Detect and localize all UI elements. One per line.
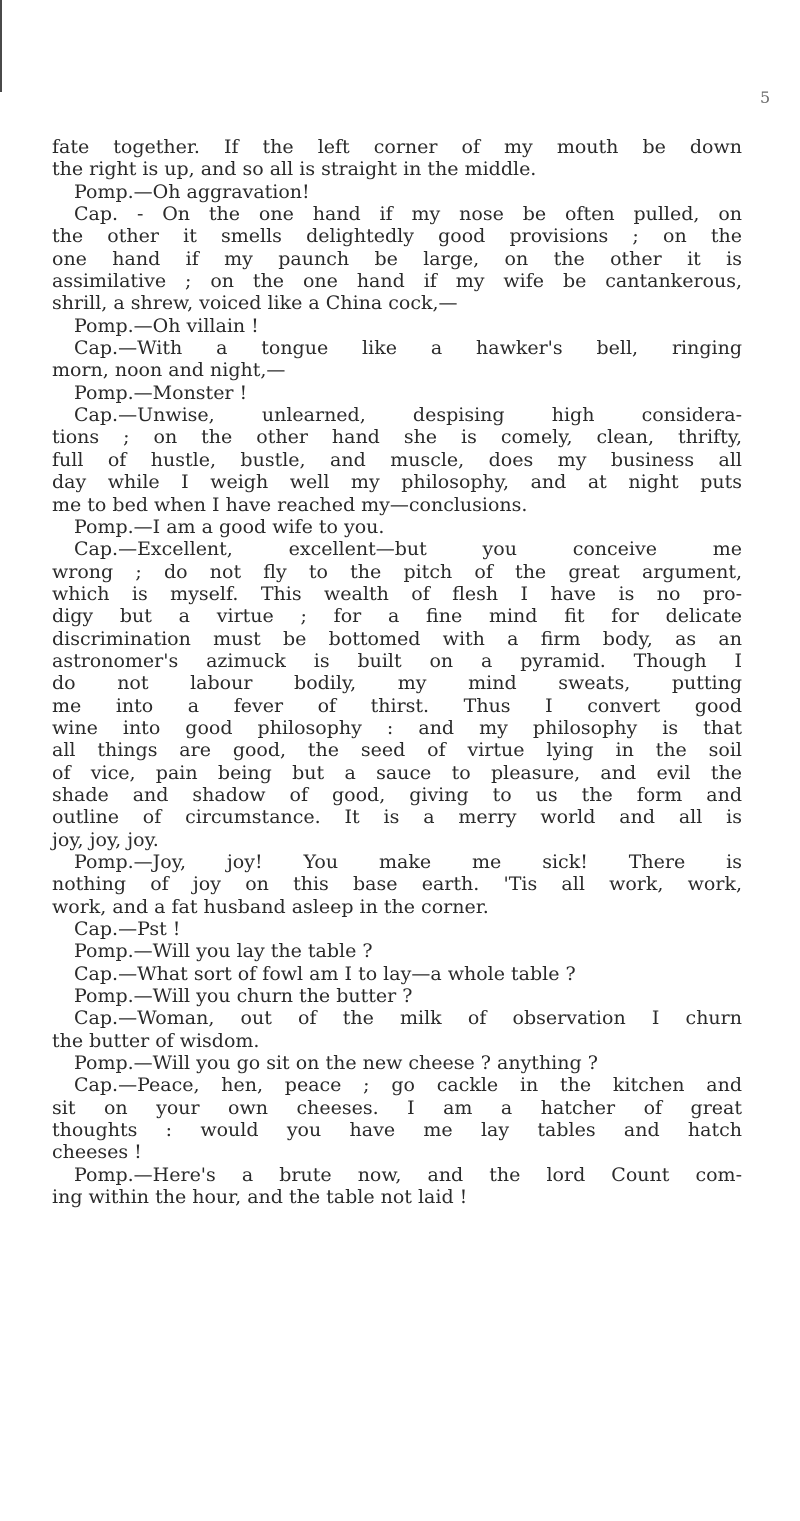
text-line: the other it smells delightedly good provisions ; on the: [52, 225, 742, 248]
text-line: assimilative ; on the one hand if my wife be cantankerous,: [52, 270, 742, 293]
text-line: Pomp.—Will you go sit on the new cheese ? anything ?: [74, 1052, 598, 1075]
text-line: ing within the hour, and the table not laid !: [52, 1186, 468, 1209]
text-line: full of hustle, bustle, and muscle, does my business all: [52, 448, 742, 471]
text-line: wine into good philosophy : and my philosophy is that: [52, 716, 742, 739]
text-line: all things are good, the seed of virtue lying in the soil: [52, 739, 742, 762]
text-line: Cap.—Peace, hen, peace ; go cackle in the kitchen and: [74, 1074, 742, 1097]
text-line: Cap.—Excellent, excellent—but you conceive me: [74, 538, 742, 561]
text-line: joy, joy, joy.: [52, 828, 159, 851]
text-line: Pomp.—Oh aggravation!: [74, 180, 310, 203]
text-line: shrill, a shrew, voiced like a China cock,—: [52, 292, 458, 315]
text-line: which is myself. This wealth of flesh I have is no pro-: [52, 582, 742, 605]
text-line: discrimination must be bottomed with a firm body, as an: [52, 627, 742, 650]
text-line: wrong ; do not fly to the pitch of the great argument,: [52, 560, 742, 583]
text-line: Cap.—With a tongue like a hawker's bell, ringing: [74, 337, 742, 360]
text-line: Pomp.—I am a good wife to you.: [74, 515, 385, 538]
text-line: shade and shadow of good, giving to us the form and: [52, 783, 742, 806]
text-line: sit on your own cheeses. I am a hatcher of great: [52, 1096, 742, 1119]
page-number: 5: [760, 88, 771, 107]
text-line: Pomp.—Will you lay the table ?: [74, 940, 373, 963]
text-line: Pomp.—Here's a brute now, and the lord Count com-: [74, 1163, 742, 1186]
text-line: Pomp.—Will you churn the butter ?: [74, 985, 413, 1008]
text-line: me into a fever of thirst. Thus I convert good: [52, 694, 742, 717]
text-line: Pomp.—Monster !: [74, 381, 248, 404]
text-line: digy but a virtue ; for a fine mind fit for delicate: [52, 605, 742, 628]
text-line: nothing of joy on this base earth. 'Tis all work, work,: [52, 873, 742, 896]
text-line: thoughts : would you have me lay tables and hatch: [52, 1119, 742, 1142]
text-line: one hand if my paunch be large, on the other it is: [52, 247, 742, 270]
text-line: me to bed when I have reached my—conclusions.: [52, 493, 528, 516]
text-line: Pomp.—Joy, joy! You make me sick! There is: [74, 851, 742, 873]
dialogue-text: [52, 136, 742, 1209]
text-line: the right is up, and so all is straight in the middle.: [52, 158, 537, 181]
text-line: Cap.—Woman, out of the milk of observation I churn: [74, 1007, 742, 1030]
text-line: Cap. - On the one hand if my nose be often pulled, on: [74, 203, 742, 226]
text-line: the butter of wisdom.: [52, 1029, 260, 1052]
text-line: Cap.—What sort of fowl am I to lay—a whole table ?: [74, 962, 576, 985]
text-line: do not labour bodily, my mind sweats, putting: [52, 672, 742, 695]
text-line: work, and a fat husband asleep in the corner.: [52, 895, 489, 918]
text-line: astronomer's azimuck is built on a pyramid. Though I: [52, 649, 742, 672]
text-line: tions ; on the other hand she is comely, clean, thrifty,: [52, 426, 742, 449]
text-line: day while I weigh well my philosophy, and at night puts: [52, 471, 742, 494]
text-line: outline of circumstance. It is a merry world and all is: [52, 806, 742, 829]
text-line: of vice, pain being but a sauce to pleasure, and evil the: [52, 761, 742, 784]
text-line: morn, noon and night,—: [52, 359, 286, 382]
page-edge-rule: [0, 0, 2, 92]
text-line: cheeses !: [52, 1141, 142, 1164]
text-line: Pomp.—Oh villain !: [74, 314, 259, 337]
text-line: Cap.—Unwise, unlearned, despising high considera-: [74, 404, 742, 427]
text-line: fate together. If the left corner of my mouth be down: [52, 136, 742, 158]
text-line: Cap.—Pst !: [74, 918, 181, 941]
